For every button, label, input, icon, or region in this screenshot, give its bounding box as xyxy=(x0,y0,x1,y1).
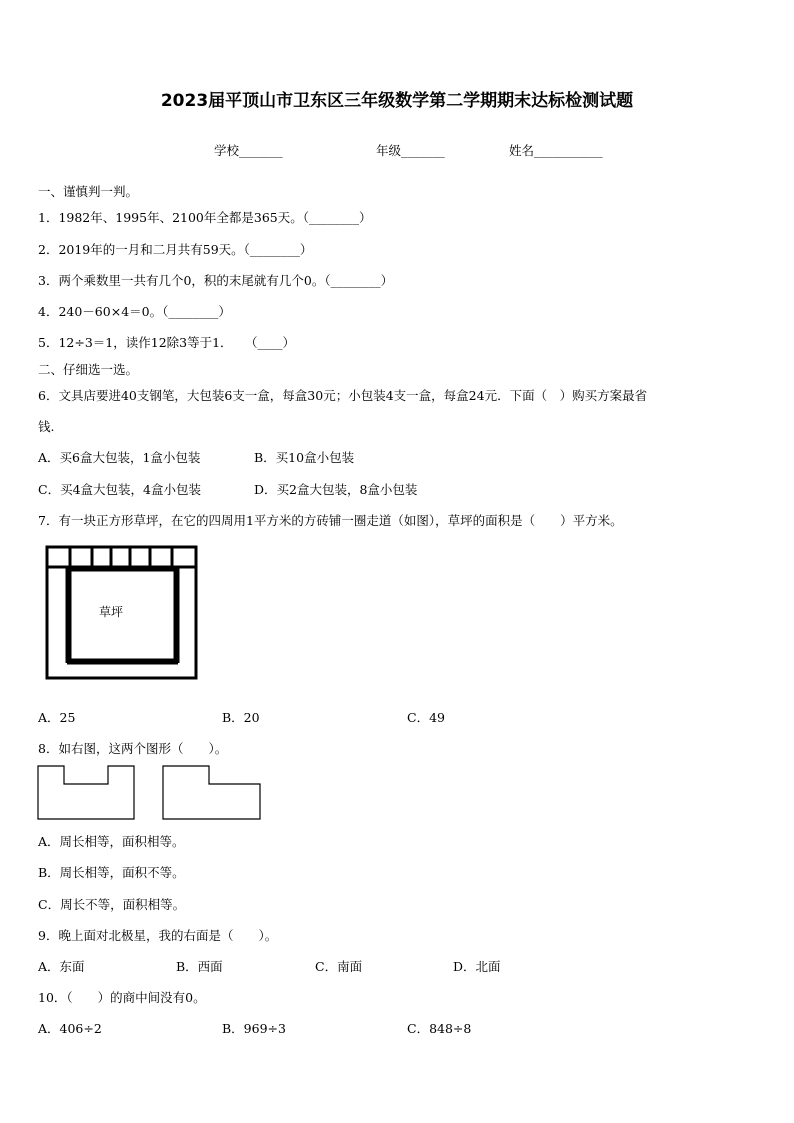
section-two-heading: 二、仔细选一选。 xyxy=(38,362,139,377)
question-6-line2: 钱. xyxy=(38,419,55,434)
q9-option-a: A．东面 xyxy=(38,959,85,974)
question-7: 7．有一块正方形草坪，在它的四周用1平方米的方砖铺一圈走道（如图），草坪的面积是（ ）平方米。 xyxy=(38,513,623,528)
q9-option-d: D．北面 xyxy=(453,959,501,974)
question-3: 3．两个乘数里一共有几个0，积的末尾就有几个0。（________） xyxy=(38,273,394,288)
question-4: 4．240－60×4＝0。（________） xyxy=(38,304,231,319)
lawn-label: 草坪 xyxy=(99,605,124,619)
q7-option-b: B．20 xyxy=(222,710,260,725)
q6-option-b: B．买10盒小包装 xyxy=(254,450,355,465)
question-2: 2．2019年的一月和二月共有59天。（________） xyxy=(38,242,313,257)
question-1: 1．1982年、1995年、2100年全都是365天。（________） xyxy=(38,210,372,225)
q6-option-a: A．买6盒大包装，1盒小包装 xyxy=(38,450,201,465)
page-title: 2023届平顶山市卫东区三年级数学第二学期期末达标检测试题 xyxy=(160,91,634,111)
question-8: 8．如右图，这两个图形（ ）。 xyxy=(38,741,228,756)
question-9: 9．晚上面对北极星，我的右面是（ ）。 xyxy=(38,928,278,943)
grade-field: 年级_______ xyxy=(376,143,445,158)
question-6-line1: 6．文具店要进40支钢笔，大包装6支一盒，每盒30元；小包装4支一盒，每盒24元．下面（ ）购买方案最省 xyxy=(38,388,648,403)
q7-option-a: A．25 xyxy=(38,710,76,725)
q9-option-b: B．西面 xyxy=(176,959,223,974)
q9-option-c: C．南面 xyxy=(315,959,363,974)
question-10: 10．（ ）的商中间没有0。 xyxy=(38,990,206,1005)
school-field: 学校_______ xyxy=(214,143,283,158)
lawn-figure xyxy=(45,545,200,681)
q10-option-c: C．848÷8 xyxy=(407,1021,472,1036)
q6-option-c: C．买4盒大包装，4盒小包装 xyxy=(38,482,201,497)
section-one-heading: 一、谨慎判一判。 xyxy=(38,184,139,199)
q8-option-b: B．周长相等，面积不等。 xyxy=(38,865,185,880)
q10-option-a: A．406÷2 xyxy=(38,1021,102,1036)
q7-option-c: C．49 xyxy=(407,710,445,725)
q8-option-a: A．周长相等，面积相等。 xyxy=(38,834,185,849)
shape-notch-top xyxy=(38,766,134,819)
q8-option-c: C．周长不等，面积相等。 xyxy=(38,897,186,912)
q10-option-b: B．969÷3 xyxy=(222,1021,286,1036)
q8-figures xyxy=(36,764,266,822)
shape-step xyxy=(163,766,260,819)
name-field: 姓名___________ xyxy=(509,143,603,158)
q6-option-d: D．买2盒大包装，8盒小包装 xyxy=(254,482,418,497)
question-5: 5．12÷3＝1，读作12除3等于1． （____） xyxy=(38,335,296,350)
